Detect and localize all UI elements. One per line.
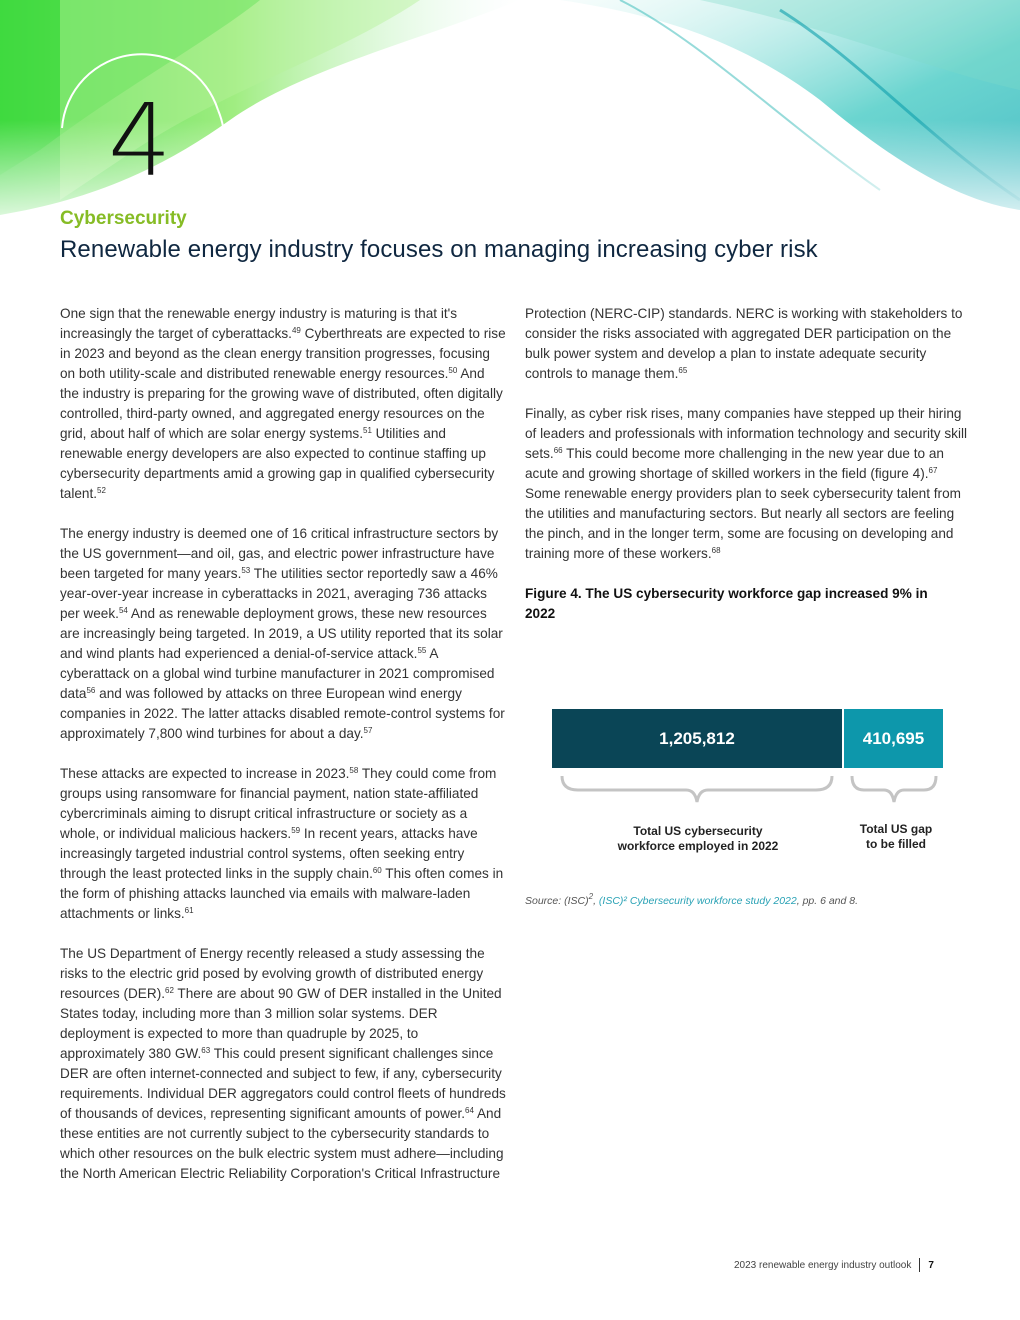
- page-title: Renewable energy industry focuses on managing increasing cyber risk: [60, 236, 818, 263]
- paragraph: One sign that the renewable energy industry is maturing is that it's increasingly the target of cyberattacks.$^{49}$ Cyberthreats are expected to rise in 2023 and beyond as the clean energy transition progresses, focusing on both utility-scale and distributed renewable energy resources.$^{50}$ And the industry is preparing for the growing wave of distributed, often digitally controlled, third-party owned, and aggregated energy resources on the grid, about half of which are solar energy systems.$^{51}$ Utilities and renewable energy developers are also expected to continue staffing up cybersecurity departments amid a growing gap in qualified cybersecurity talent.$^{52}$: [60, 306, 506, 501]
- paragraph: The energy industry is deemed one of 16 critical infrastructure sectors by the US government—and oil, gas, and electric power infrastructure have been targeted for many years.$^{53}$ The utilities sector reportedly saw a 46% year-over-year increase in cyberattacks in 2021, averaging 736 attacks per week.$^{54}$ And as renewable deployment grows, these new resources are increasingly being targeted. In 2019, a US utility reported that its solar and wind plants had experienced a denial-of-service attack.$^{55}$ A cyberattack on a global wind turbine manufacturer in 2021 compromised data$^{56}$ and was followed by attacks on three European wind energy companies in 2022. The latter attacks disabled remote-control systems for approximately 7,800 wind turbines for about a day.$^{57}$: [60, 526, 505, 741]
- paragraph: Protection (NERC-CIP) standards. NERC is working with stakeholders to consider the risks associated with aggregated DER participation on the bulk power system and develop a plan to instate adequate security controls to manage them.$^{65}$: [525, 306, 963, 381]
- page-footer: [734, 1258, 934, 1272]
- bar-value-label: 1,205,812: [659, 728, 735, 748]
- paragraph: Finally, as cyber risk rises, many companies have stepped up their hiring of leaders and professionals with information technology and security skill sets.$^{66}$ This could become more challenging in the new year due to an acute and growing shortage of skilled workers in the field (figure 4).$^{67}$ Some renewable energy providers plan to seek cybersecurity talent from the utilities and manufacturing sectors. But nearly all sectors are feeling the pinch, and in the longer term, some are focusing on developing and training more of these workers.$^{68}$: [525, 406, 968, 561]
- footer-divider: [919, 1258, 920, 1272]
- caption-employed: Total US cybersecurity workforce employed in 2022: [617, 824, 779, 853]
- brace-gap: [852, 776, 936, 802]
- bar-employed: [552, 709, 842, 768]
- page-number: 7: [928, 1259, 934, 1271]
- bar-gap: [844, 709, 943, 768]
- paragraph: The US Department of Energy recently released a study assessing the risks to the electric grid posed by evolving growth of distributed energy resources (DER).$^{62}$ There are about 90 GW of DER installed in the United States today, including more than 3 million solar systems. DER deployment is expected to more than quadruple by 2025, to approximately 380 GW.$^{63}$ This could present significant challenges since DER are often internet-connected and subject to few, if any, cybersecurity requirements. Individual DER aggregators could control fleets of hundreds of thousands of devices, representing significant amounts of power.$^{64}$ And these entities are not currently subject to the cybersecurity standards to which other resources on the bulk electric system must adhere—including the North American Electric Reliability Corporation's Critical Infrastructure: [60, 946, 506, 1181]
- brace-graphics: [552, 772, 944, 812]
- brace-employed: [562, 776, 832, 802]
- figure-source: Source: (ISC)$^2$, (ISC)² Cybersecurity workforce study 2022, pp. 6 and 8.: [525, 892, 859, 907]
- caption-gap: Total US gap to be filled: [859, 822, 933, 851]
- bar-value-label: 410,695: [862, 728, 925, 748]
- paragraph: These attacks are expected to increase in 2023.58 They could come from groups using ransomware for financial payment, nation state-affiliated cybercriminals aiming to disrupt critical infrastructure or society as a whole, or individual malicious hackers.$^{59}$ In recent years, attacks have increasingly targeted industrial control systems, often seeking entry through the least protected links in the supply chain.$^{60}$ This often comes in the form of phishing attacks launched via emails with malware-laden attachments or links.$^{61}$: [60, 766, 504, 921]
- chapter-number: 4: [108, 82, 170, 199]
- publication-title: 2023 renewable energy industry outlook: [734, 1259, 912, 1271]
- source-link[interactable]: (ISC)² Cybersecurity workforce study 2022: [598, 895, 797, 907]
- figure-title: Figure 4. The US cybersecurity workforce gap increased 9% in 2022: [525, 586, 928, 621]
- right-column: [525, 304, 969, 624]
- section-label: Cybersecurity: [60, 208, 187, 229]
- left-column: [60, 304, 506, 1204]
